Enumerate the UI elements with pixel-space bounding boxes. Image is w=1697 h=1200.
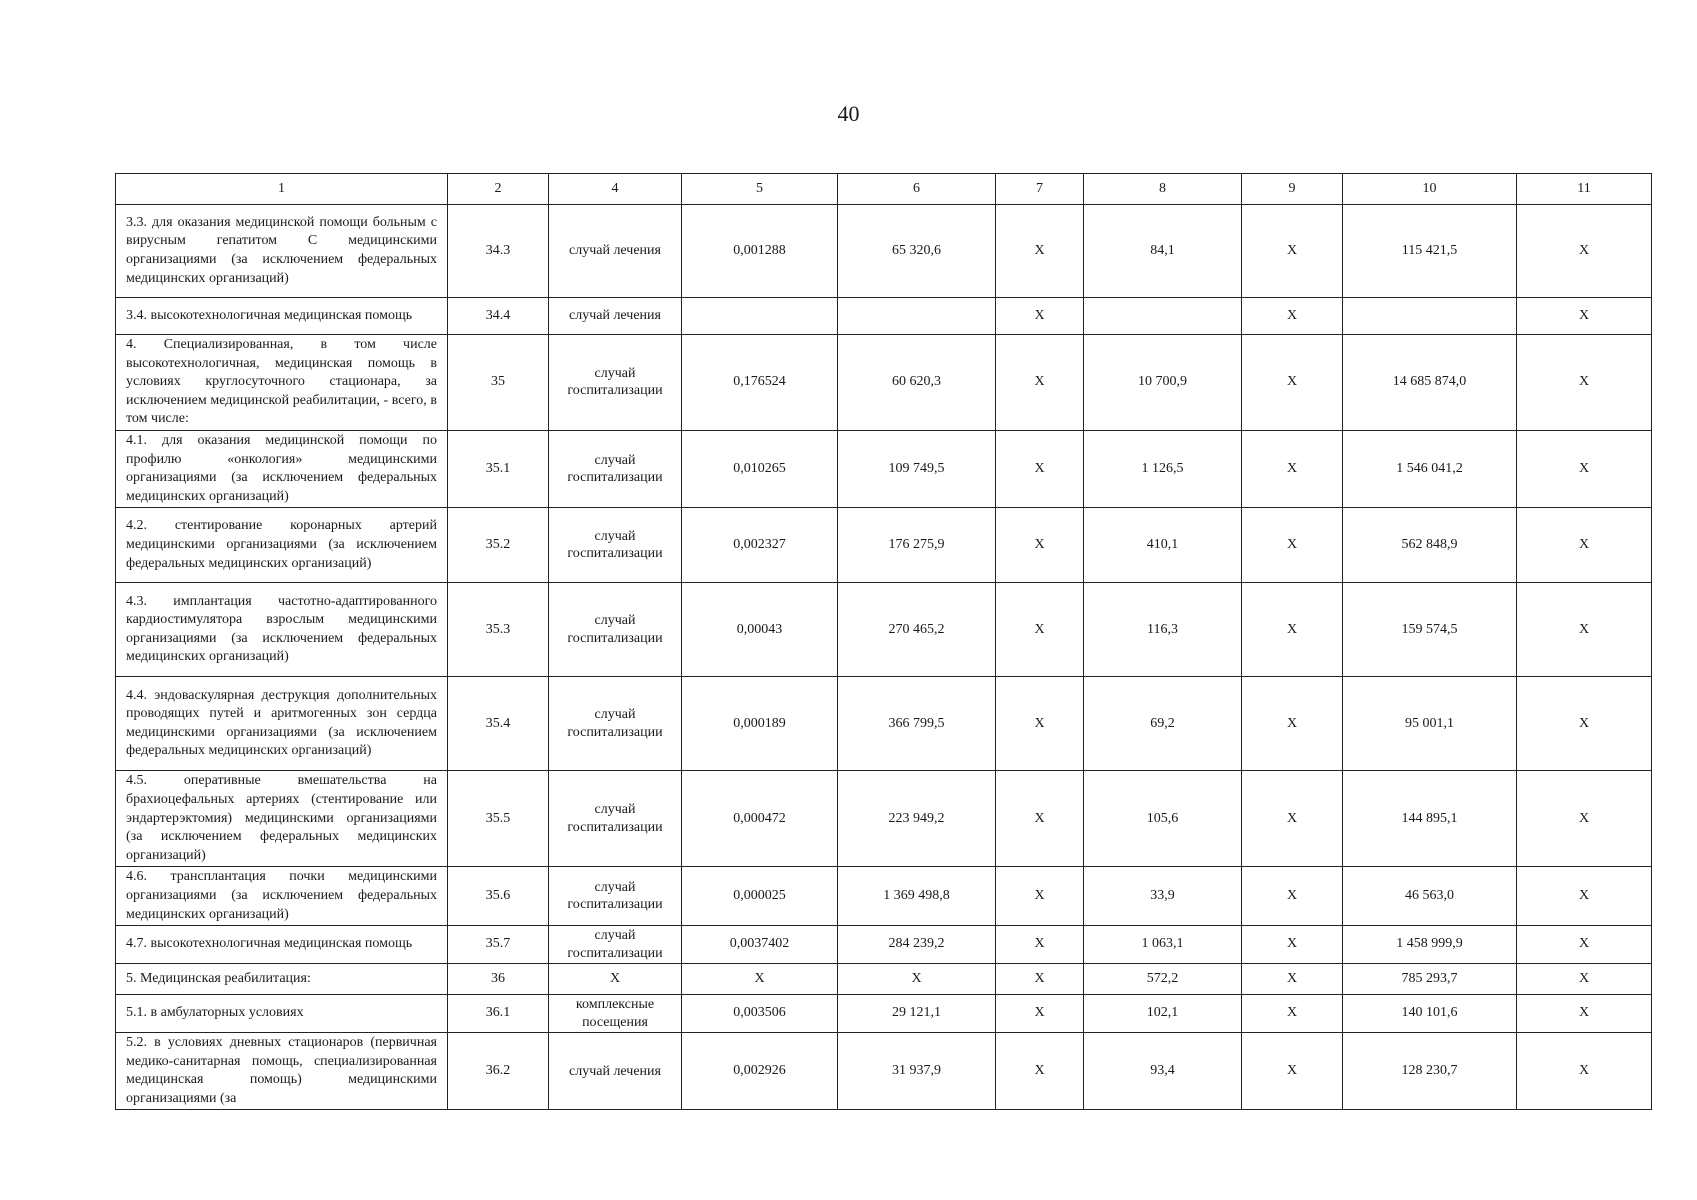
row-name-cell: 4.6. трансплантация почки медицинскими организациями (за исключением федеральных медицинских организаций)	[116, 867, 448, 926]
table-row	[116, 430, 1652, 507]
value-cell: 785 293,7	[1343, 964, 1517, 995]
column-header: 1	[116, 174, 448, 205]
value-cell: Х	[1517, 964, 1652, 995]
value-cell: 46 563,0	[1343, 867, 1517, 926]
value-cell: 410,1	[1084, 508, 1242, 583]
value-cell: 270 465,2	[838, 583, 996, 677]
table-row	[116, 964, 1652, 995]
value-cell: 84,1	[1084, 205, 1242, 298]
header-row	[116, 174, 1652, 205]
value-cell: 95 001,1	[1343, 677, 1517, 771]
value-cell: Х	[1517, 926, 1652, 964]
row-number-cell: 35	[448, 335, 549, 431]
value-cell: Х	[1517, 867, 1652, 926]
unit-cell: случай лечения	[549, 205, 682, 298]
value-cell: 1 063,1	[1084, 926, 1242, 964]
value-cell: Х	[1517, 677, 1652, 771]
value-cell: 0,000472	[682, 771, 838, 867]
value-cell: Х	[996, 430, 1084, 507]
value-cell: 284 239,2	[838, 926, 996, 964]
unit-cell: случай госпитализации	[549, 771, 682, 867]
value-cell: Х	[996, 205, 1084, 298]
value-cell: 93,4	[1084, 1033, 1242, 1110]
value-cell: 116,3	[1084, 583, 1242, 677]
table-row	[116, 298, 1652, 335]
value-cell: 1 126,5	[1084, 430, 1242, 507]
row-name-cell: 4.7. высокотехнологичная медицинская помощь	[116, 926, 448, 964]
row-number-cell: 35.7	[448, 926, 549, 964]
row-name-cell: 4.4. эндоваскулярная деструкция дополнительных проводящих путей и аритмогенных зон сердца медицинскими организациями (за исключением федеральных медицинских организаций)	[116, 677, 448, 771]
unit-cell: случай госпитализации	[549, 430, 682, 507]
value-cell: 0,002926	[682, 1033, 838, 1110]
unit-cell: случай госпитализации	[549, 335, 682, 431]
value-cell: 562 848,9	[1343, 508, 1517, 583]
value-cell: 159 574,5	[1343, 583, 1517, 677]
table-row	[116, 867, 1652, 926]
value-cell: 1 458 999,9	[1343, 926, 1517, 964]
column-header: 11	[1517, 174, 1652, 205]
value-cell: Х	[1242, 298, 1343, 335]
value-cell	[682, 298, 838, 335]
value-cell: Х	[1242, 1033, 1343, 1110]
value-cell: 102,1	[1084, 995, 1242, 1033]
value-cell: 0,00043	[682, 583, 838, 677]
row-number-cell: 36.1	[448, 995, 549, 1033]
row-number-cell: 35.2	[448, 508, 549, 583]
page-number: 40	[837, 101, 860, 126]
value-cell: Х	[1242, 508, 1343, 583]
value-cell: 1 369 498,8	[838, 867, 996, 926]
value-cell: 33,9	[1084, 867, 1242, 926]
value-cell: 60 620,3	[838, 335, 996, 431]
row-name-cell: 3.3. для оказания медицинской помощи больным с вирусным гепатитом С медицинскими организациями (за исключением федеральных медицинских организаций)	[116, 205, 448, 298]
table-row	[116, 677, 1652, 771]
value-cell: 140 101,6	[1343, 995, 1517, 1033]
row-name-cell: 5.1. в амбулаторных условиях	[116, 995, 448, 1033]
value-cell: Х	[1517, 1033, 1652, 1110]
value-cell: Х	[838, 964, 996, 995]
table-row	[116, 1033, 1652, 1110]
row-number-cell: 35.6	[448, 867, 549, 926]
value-cell: 0,003506	[682, 995, 838, 1033]
value-cell: 0,176524	[682, 335, 838, 431]
column-header: 10	[1343, 174, 1517, 205]
unit-cell: случай госпитализации	[549, 867, 682, 926]
value-cell: Х	[1517, 508, 1652, 583]
value-cell: Х	[1242, 430, 1343, 507]
column-header: 8	[1084, 174, 1242, 205]
value-cell: Х	[1242, 926, 1343, 964]
unit-cell: комплексные посещения	[549, 995, 682, 1033]
value-cell: 65 320,6	[838, 205, 996, 298]
unit-cell: случай госпитализации	[549, 677, 682, 771]
value-cell: Х	[1242, 205, 1343, 298]
value-cell: Х	[996, 335, 1084, 431]
column-header: 2	[448, 174, 549, 205]
value-cell: Х	[1242, 964, 1343, 995]
value-cell: Х	[996, 677, 1084, 771]
value-cell: 572,2	[1084, 964, 1242, 995]
value-cell: Х	[1517, 335, 1652, 431]
column-header: 7	[996, 174, 1084, 205]
table-row	[116, 926, 1652, 964]
unit-cell: случай госпитализации	[549, 583, 682, 677]
row-number-cell: 35.3	[448, 583, 549, 677]
value-cell: Х	[1242, 867, 1343, 926]
row-name-cell: 5. Медицинская реабилитация:	[116, 964, 448, 995]
row-number-cell: 36	[448, 964, 549, 995]
unit-cell: Х	[549, 964, 682, 995]
value-cell: 0,010265	[682, 430, 838, 507]
value-cell: 223 949,2	[838, 771, 996, 867]
row-number-cell: 34.4	[448, 298, 549, 335]
value-cell: Х	[1242, 995, 1343, 1033]
value-cell: 14 685 874,0	[1343, 335, 1517, 431]
table-row	[116, 771, 1652, 867]
table-row	[116, 335, 1652, 431]
value-cell: Х	[996, 926, 1084, 964]
value-cell: Х	[1517, 298, 1652, 335]
value-cell: 1 546 041,2	[1343, 430, 1517, 507]
value-cell	[1084, 298, 1242, 335]
column-header: 9	[1242, 174, 1343, 205]
row-name-cell: 3.4. высокотехнологичная медицинская помощь	[116, 298, 448, 335]
row-number-cell: 35.4	[448, 677, 549, 771]
value-cell: 10 700,9	[1084, 335, 1242, 431]
value-cell: Х	[996, 964, 1084, 995]
value-cell: Х	[996, 1033, 1084, 1110]
value-cell: Х	[682, 964, 838, 995]
value-cell: Х	[1517, 430, 1652, 507]
row-name-cell: 5.2. в условиях дневных стационаров (первичная медико-санитарная помощь, специализированная медицинская помощь) медицинскими организациями (за	[116, 1033, 448, 1110]
value-cell: Х	[1242, 677, 1343, 771]
value-cell: 69,2	[1084, 677, 1242, 771]
row-name-cell: 4.1. для оказания медицинской помощи по профилю «онкология» медицинскими организациями (за исключением федеральных медицинских организаций)	[116, 430, 448, 507]
row-number-cell: 34.3	[448, 205, 549, 298]
value-cell: Х	[1517, 583, 1652, 677]
value-cell: Х	[1242, 335, 1343, 431]
data-table	[115, 173, 1652, 1110]
unit-cell: случай госпитализации	[549, 926, 682, 964]
value-cell: 0,0037402	[682, 926, 838, 964]
value-cell: 109 749,5	[838, 430, 996, 507]
value-cell: Х	[1517, 205, 1652, 298]
value-cell: Х	[996, 995, 1084, 1033]
row-name-cell: 4. Специализированная, в том числе высокотехнологичная, медицинская помощь в условиях круглосуточного стационара, за исключением медицинской реабилитации, - всего, в том числе:	[116, 335, 448, 431]
value-cell: 105,6	[1084, 771, 1242, 867]
row-number-cell: 35.5	[448, 771, 549, 867]
value-cell: 0,001288	[682, 205, 838, 298]
row-name-cell: 4.5. оперативные вмешательства на брахиоцефальных артериях (стентирование или эндартерэктомия) медицинскими организациями (за исключением федеральных медицинских организаций)	[116, 771, 448, 867]
value-cell: 29 121,1	[838, 995, 996, 1033]
table-row	[116, 508, 1652, 583]
value-cell: Х	[1242, 771, 1343, 867]
column-header: 6	[838, 174, 996, 205]
value-cell: Х	[996, 583, 1084, 677]
value-cell: Х	[1517, 771, 1652, 867]
value-cell: 0,000189	[682, 677, 838, 771]
value-cell	[838, 298, 996, 335]
value-cell: Х	[1242, 583, 1343, 677]
value-cell: Х	[1517, 995, 1652, 1033]
value-cell: 0,002327	[682, 508, 838, 583]
value-cell: Х	[996, 298, 1084, 335]
unit-cell: случай лечения	[549, 1033, 682, 1110]
table-row	[116, 995, 1652, 1033]
value-cell	[1343, 298, 1517, 335]
unit-cell: случай госпитализации	[549, 508, 682, 583]
value-cell: Х	[996, 867, 1084, 926]
value-cell: 144 895,1	[1343, 771, 1517, 867]
value-cell: Х	[996, 508, 1084, 583]
row-name-cell: 4.3. имплантация частотно-адаптированного кардиостимулятора взрослым медицинскими организациями (за исключением федеральных медицинских организаций)	[116, 583, 448, 677]
table-row	[116, 583, 1652, 677]
column-header: 5	[682, 174, 838, 205]
value-cell: 0,000025	[682, 867, 838, 926]
row-number-cell: 35.1	[448, 430, 549, 507]
value-cell: 128 230,7	[1343, 1033, 1517, 1110]
row-number-cell: 36.2	[448, 1033, 549, 1110]
value-cell: 176 275,9	[838, 508, 996, 583]
table-row	[116, 205, 1652, 298]
value-cell: 366 799,5	[838, 677, 996, 771]
row-name-cell: 4.2. стентирование коронарных артерий медицинскими организациями (за исключением федеральных медицинских организаций)	[116, 508, 448, 583]
value-cell: Х	[996, 771, 1084, 867]
unit-cell: случай лечения	[549, 298, 682, 335]
value-cell: 31 937,9	[838, 1033, 996, 1110]
column-header: 4	[549, 174, 682, 205]
value-cell: 115 421,5	[1343, 205, 1517, 298]
